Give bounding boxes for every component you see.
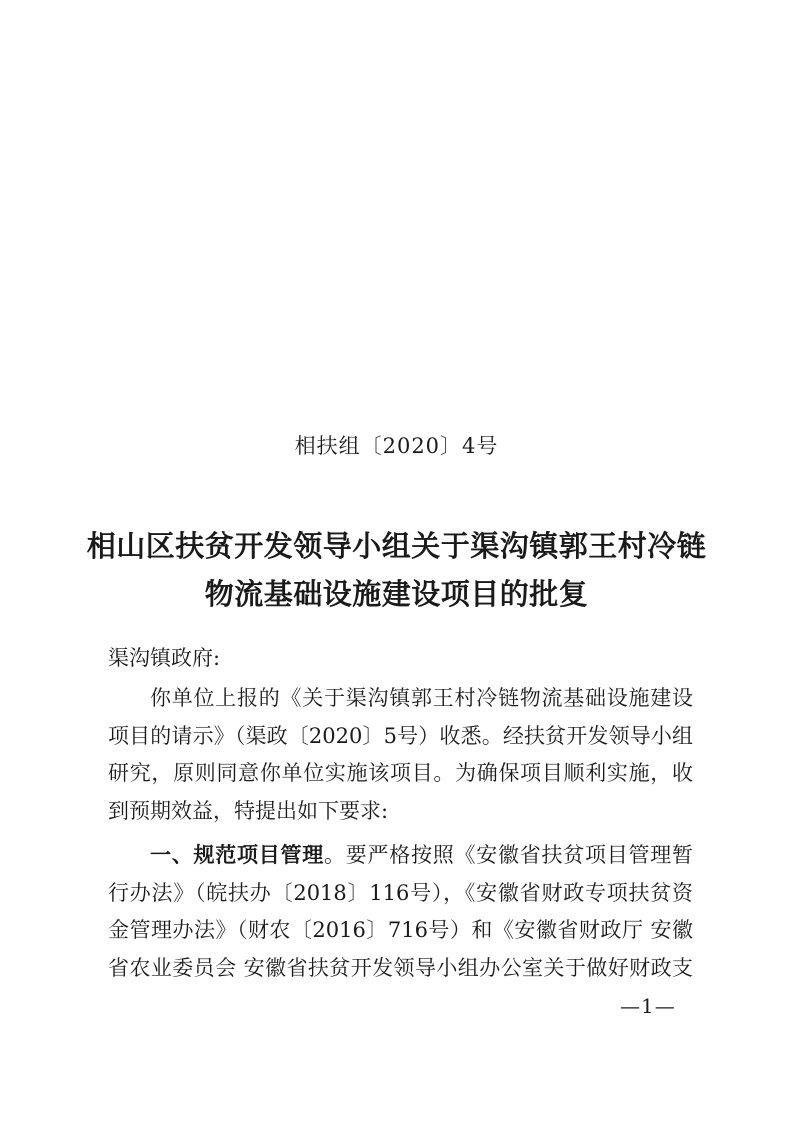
section-heading: 一、规范项目管理 [150,842,324,867]
document-title [60,522,733,618]
paragraph-1 [108,680,693,830]
document-number: 相扶组〔2020〕4号 [294,434,499,458]
paragraph-1-line-2: 项目的请示》（渠政〔2020〕5号）收悉。经扶贫开发领导小组 [108,723,693,748]
page-number: —1— [620,994,676,1018]
paragraph-2-line-1-text: 。要严格按照《安徽省扶贫项目管理暂 [324,843,693,867]
paragraph-1-line-4: 到预期效益，特提出如下要求: [108,798,389,823]
paragraph-1-line-1: 你单位上报的《关于渠沟镇郭王村冷链物流基础设施建设 [150,686,693,710]
paragraph-2-line-4: 省农业委员会 安徽省扶贫开发领导小组办公室关于做好财政支 [108,955,693,980]
paragraph-2-line-3: 金管理办法》（财农〔2016〕716号）和《安徽省财政厅 安徽 [108,918,693,942]
addressee: 渠沟镇政府: [108,646,221,670]
title-line-1: 相山区扶贫开发领导小组关于渠沟镇郭王村冷链 [86,529,707,563]
paragraph-2-line-2: 行办法》（皖扶办〔2018〕116号），《安徽省财政专项扶贫资 [108,880,693,905]
paragraph-1-line-3: 研究，原则同意你单位实施该项目。为确保项目顺利实施，收 [108,761,693,785]
paragraph-2 [108,836,693,987]
paragraph-2-line-1 [108,836,693,875]
title-line-2: 物流基础设施建设项目的批复 [204,577,589,611]
